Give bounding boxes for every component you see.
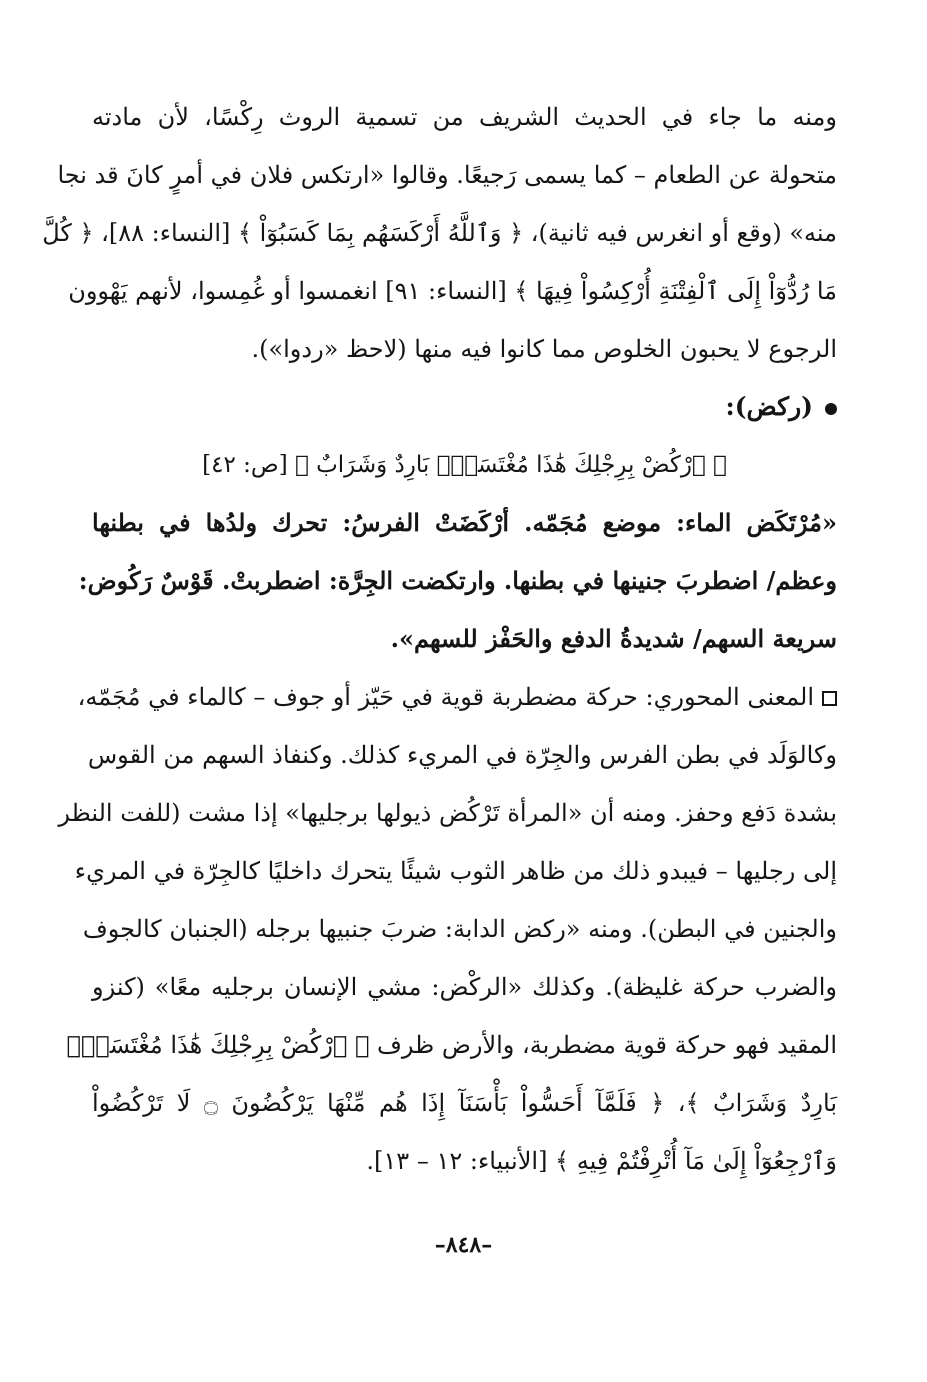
quran-verse: ﴿ ٱرْكُضْ بِرِجْلِكَ هَٰذَا مُغْتَسَلٌۢ بَارِدٌ وَشَرَابٌ ﴾ [ص: ٤٢] — [202, 452, 727, 478]
square-bullet-icon — [822, 691, 837, 706]
text-line: ومنه ما جاء في الحديث الشريف من تسمية الروث رِكْسًا، لأن مادته — [92, 103, 837, 131]
text-line: إلى رجليها – فيبدو ذلك من ظاهر الثوب شيئًا يتحرك داخليًا كالجِرّة في المريء — [74, 857, 837, 885]
text-line: مَا رُدُّوٓاْ إِلَى ٱلْفِتْنَةِ أُرْكِسُواْ فِيهَا ﴾ [النساء: ٩١] انغمسوا أو غُمِسوا، لأنهم يَهْوون — [68, 277, 837, 305]
text-line: بشدة دَفع وحفز. ومنه أن «المرأة تَرْكُض ذيولها برجليها» إذا مشت (للفت النظر — [58, 799, 837, 827]
text-line: متحولة عن الطعام – كما يسمى رَجيعًا. وقالوا «ارتكس فلان في أمرٍ كانَ قد نجا — [57, 161, 837, 189]
definition-line: «مُرْتَكَض الماء: موضع مُجَمّه. أرْكَضَتْ الفرسُ: تحرك ولدُها في بطنها — [92, 508, 837, 537]
axial-meaning-text: المعنى المحوري: حركة مضطربة قوية في حَيّز أو جوف – كالماء في مُجَمّه، — [77, 683, 814, 711]
section-heading-text: (ركض): — [725, 392, 813, 421]
definition-line: وعظم/ اضطربَ جنينها في بطنها. وارتكضت الجِرَّة: اضطربتْ. قَوْسٌ رَكُوض: — [78, 566, 837, 595]
text-line: وكالوَلَد في بطن الفرس والجِرّة في المريء كذلك. وكنفاذ السهم من القوس — [87, 741, 837, 769]
bullet-icon — [825, 403, 837, 415]
text-line: والجنين في البطن). ومنه «ركض الدابة: ضربَ جنبيها برجله (الجنبان كالجوف — [82, 915, 837, 943]
text-line: الرجوع لا يحبون الخلوص مما كانوا فيه منها (لاحظ «ردوا»). — [251, 335, 837, 363]
page-body — [42, 88, 838, 1190]
text-line: المقيد فهو حركة قوية مضطربة، والأرض ظرف ﴿ ٱرْكُضْ بِرِجْلِكَ هَٰذَا مُغْتَسَلٌۢ — [66, 1031, 837, 1059]
section-heading — [92, 378, 837, 436]
text-line: والضرب حركة غليظة). وكذلك «الركْض: مشي الإنسان برجليه معًا» (كنزو — [92, 973, 838, 1001]
text-line: منه» (وقع أو انغرس فيه ثانية)، ﴿ وَٱللَّهُ أَرْكَسَهُم بِمَا كَسَبُوٓاْ ﴾ [النساء: ٨٨]، ﴿ كُلَّ — [42, 219, 837, 247]
axial-meaning-line — [77, 668, 837, 726]
text-line: وَٱرْجِعُوٓاْ إِلَىٰ مَآ أُتْرِفْتُمْ فِيهِ ﴾ [الأنبياء: ١٢ – ١٣]. — [366, 1147, 837, 1175]
definition-line: سريعة السهم/ شديدةُ الدفع والحَفْز للسهم». — [390, 624, 837, 653]
page-number: –٨٤٨– — [434, 1232, 493, 1258]
text-line: بَارِدٌ وَشَرَابٌ ﴾، ﴿ فَلَمَّآ أَحَسُّواْ بَأْسَنَآ إِذَا هُم مِّنْهَا يَرْكُضُونَ ۝ لَا تَرْكُضُواْ — [92, 1089, 838, 1117]
